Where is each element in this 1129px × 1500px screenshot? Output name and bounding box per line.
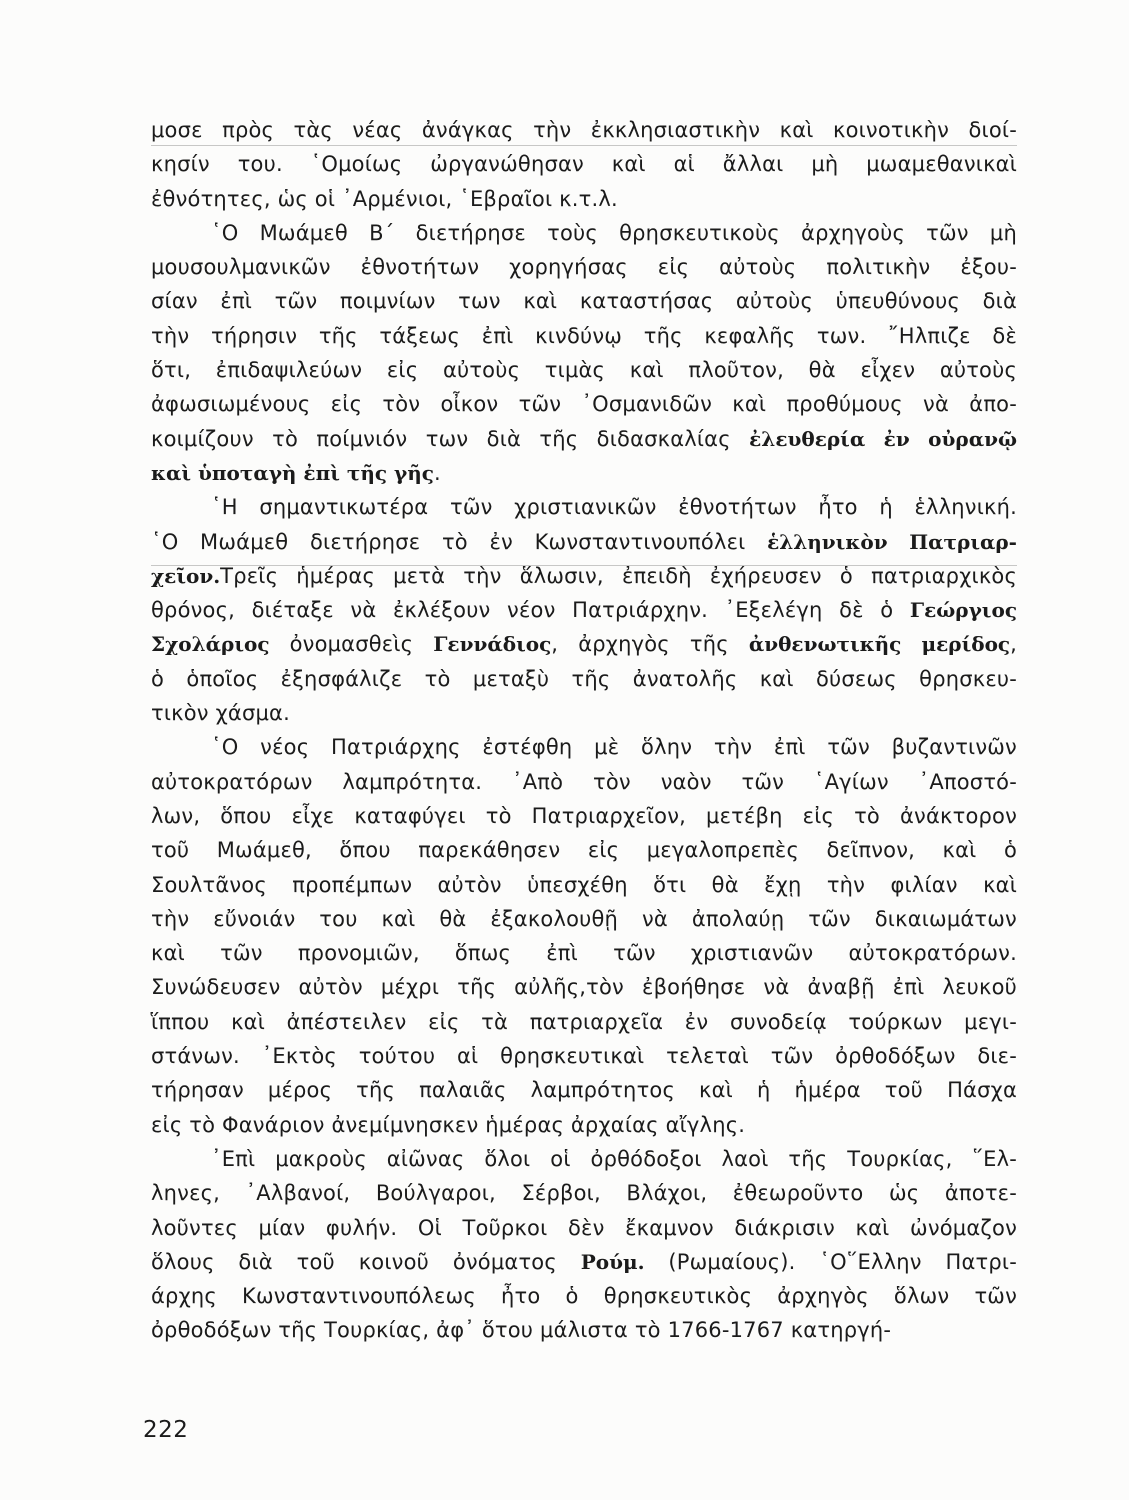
- text-run: τήρησαν μέρος τῆς παλαιᾶς λαμπρότητος καὶ ἡ ἡμέρα τοῦ Πάσχα: [151, 1078, 1017, 1103]
- text-run: καὶ τῶν προνομιῶν, ὅπως ἐπὶ τῶν χριστιανῶν αὐτοκρατόρων.: [151, 941, 1017, 966]
- text-line: [151, 593, 1017, 627]
- text-line: [151, 902, 1017, 936]
- text-run: αὐτοκρατόρων λαμπρότητα. ᾿Απὸ τὸν ναὸν τῶν ῾Αγίων ᾿Αποστό-: [151, 769, 1017, 794]
- text-line: [151, 216, 1017, 250]
- text-run: ὁ ὁποῖος ἐξησφάλιζε τὸ μεταξὺ τῆς ἀνατολῆς καὶ δύσεως θρησκευ-: [151, 666, 1017, 691]
- text-line: [151, 936, 1017, 970]
- bold-term: ἀνθενωτικῆς μερίδος: [748, 632, 1011, 657]
- text-line: [151, 970, 1017, 1004]
- text-line: [151, 525, 1017, 559]
- text-run: , ἀρχηγὸς τῆς: [551, 632, 749, 657]
- text-line: [151, 696, 1017, 730]
- text-line: [151, 765, 1017, 799]
- text-line: [151, 1279, 1017, 1313]
- text-run: μοσε πρὸς τὰς νέας ἀνάγκας τὴν ἐκκλησιαστικὴν καὶ κοινοτικὴν διοί-: [151, 118, 1017, 142]
- text-line: [151, 1313, 1017, 1347]
- text-line: [151, 730, 1017, 764]
- text-run: .: [433, 460, 441, 485]
- text-line: [151, 456, 1017, 490]
- text-line: [151, 490, 1017, 524]
- text-run: κοιμίζουν τὸ ποίμνιόν των διὰ τῆς διδασκαλίας: [151, 426, 750, 451]
- text-run: τὴν εὔνοιάν του καὶ θὰ ἐξακολουθῇ νὰ ἀπολαύῃ τῶν δικαιωμάτων: [151, 906, 1017, 931]
- text-line: [151, 387, 1017, 421]
- text-line: [151, 1142, 1017, 1176]
- text-run: Σουλτᾶνος προπέμπων αὐτὸν ὑπεσχέθη ὅτι θὰ ἔχῃ τὴν φιλίαν καὶ: [151, 872, 1017, 897]
- text-run: ἀφωσιωμένους εἰς τὸν οἶκον τῶν ᾿Οσμανιδῶν καὶ προθύμους νὰ ἀπο-: [151, 392, 1017, 417]
- body-text: [151, 113, 1017, 1348]
- text-run: ὀρθοδόξων τῆς Τουρκίας, ἀφ᾿ ὅτου μάλιστα τὸ 1766-1767 κατηργή-: [151, 1318, 892, 1343]
- text-line: [151, 559, 1017, 593]
- text-run: ἵππου καὶ ἀπέστειλεν εἰς τὰ πατριαρχεῖα ἐν συνοδείᾳ τούρκων μεγι-: [151, 1009, 1017, 1034]
- text-run: ᾿Επὶ μακροὺς αἰῶνας ὅλοι οἱ ὀρθόδοξοι λαοὶ τῆς Τουρκίας, ῞Ελ-: [211, 1146, 1017, 1171]
- bold-term: Γεννάδιος: [433, 632, 552, 657]
- text-run: άρχης Κωνσταντινουπόλεως ἦτο ὁ θρησκευτικὸς ἀρχηγὸς ὅλων τῶν: [151, 1284, 1017, 1309]
- text-run: στάνων. ᾿Εκτὸς τούτου αἱ θρησκευτικαὶ τελεταὶ τῶν ὀρθοδόξων διε-: [151, 1044, 1017, 1069]
- text-run: ληνες, ᾿Αλβανοί, Βούλγαροι, Σέρβοι, Βλάχοι, ἐθεωροῦντο ὡς ἀποτε-: [151, 1181, 1017, 1206]
- text-line: [151, 868, 1017, 902]
- text-line: [151, 1039, 1017, 1073]
- text-line: [151, 182, 1017, 216]
- bold-term: Ρούμ.: [580, 1249, 645, 1274]
- text-line: [151, 1176, 1017, 1210]
- text-line: [151, 353, 1017, 387]
- text-line: [151, 250, 1017, 284]
- text-run: ,: [1010, 632, 1018, 657]
- text-run: ἐθνότητες, ὡς οἱ ᾿Αρμένιοι, ῾Εβραῖοι κ.τ.λ.: [151, 186, 618, 211]
- text-line: [151, 627, 1017, 661]
- text-line: [151, 422, 1017, 456]
- text-run: θρόνος, διέταξε νὰ ἐκλέξουν νέον Πατριάρχην. ᾿Εξελέγη δὲ ὁ: [151, 598, 910, 623]
- text-run: ῾Η σημαντικωτέρα τῶν χριστιανικῶν ἐθνοτήτων ἦτο ἡ ἑλληνική.: [211, 495, 1017, 520]
- text-run: Συνώδευσεν αὐτὸν μέχρι τῆς αὐλῆς,τὸν ἐβοήθησε νὰ ἀναβῇ ἐπὶ λευκοῦ: [151, 975, 1017, 1000]
- text-line: [151, 833, 1017, 867]
- text-line: [151, 147, 1017, 181]
- text-run: τοῦ Μωάμεθ, ὅπου παρεκάθησεν εἰς μεγαλοπρεπὲς δεῖπνον, καὶ ὁ: [151, 838, 1017, 863]
- text-run: ῾Ο νέος Πατριάρχης ἐστέφθη μὲ ὅλην τὴν ἐπὶ τῶν βυζαντινῶν: [211, 735, 1017, 760]
- text-line: [151, 1005, 1017, 1039]
- text-run: σίαν ἐπὶ τῶν ποιμνίων των καὶ καταστήσας αὐτοὺς ὑπευθύνους διὰ: [151, 289, 1017, 314]
- text-run: ὀνομασθεὶς: [269, 632, 434, 657]
- bold-term: χεῖον.: [151, 563, 221, 588]
- text-line: [151, 1211, 1017, 1245]
- bold-term: Σχολάριος: [151, 632, 270, 657]
- bold-term: ἐλευθερία ἐν οὐρανῷ: [749, 426, 1018, 451]
- bold-term: καὶ ὑποταγὴ ἐπὶ τῆς γῆς: [151, 460, 434, 485]
- text-run: μουσουλμανικῶν ἐθνοτήτων χορηγήσας εἰς αὐτοὺς πολιτικὴν ἐξου-: [151, 255, 1017, 280]
- text-run: κησίν του. ῾Ομοίως ὠργανώθησαν καὶ αἱ ἄλλαι μὴ μωαμεθανικαὶ: [151, 152, 1017, 177]
- text-run: ὅτι, ἐπιδαψιλεύων εἰς αὐτοὺς τιμὰς καὶ πλοῦτον, θὰ εἶχεν αὐτοὺς: [151, 358, 1017, 383]
- bold-term: ἑλληνικὸν Πατριαρ-: [767, 529, 1017, 554]
- text-run: εἰς τὸ Φανάριον ἀνεμίμνησκεν ἡμέρας ἀρχαίας αἴγλης.: [151, 1112, 746, 1137]
- text-run: ὅλους διὰ τοῦ κοινοῦ ὀνόματος: [151, 1249, 581, 1274]
- text-line: [151, 1108, 1017, 1142]
- text-line: [151, 1245, 1017, 1279]
- text-run: λοῦντες μίαν φυλήν. Οἱ Τοῦρκοι δὲν ἔκαμνον διάκρισιν καὶ ὠνόμαζον: [151, 1215, 1017, 1240]
- text-run: Τρεῖς ἡμέρας μετὰ τὴν ἅλωσιν, ἐπειδὴ ἐχήρευσεν ὁ πατριαρχικὸς: [220, 563, 1017, 588]
- text-run: τικὸν χάσμα.: [151, 701, 290, 726]
- page-number: 222: [143, 1417, 189, 1443]
- text-line: [151, 1073, 1017, 1107]
- text-line: [151, 319, 1017, 353]
- text-line: [151, 113, 1017, 147]
- text-run: ῾Ο Μωάμεθ διετήρησε τὸ ἐν Κωνσταντινουπόλει: [151, 529, 768, 554]
- text-line: [151, 799, 1017, 833]
- text-run: (Ρωμαίους). ῾Ο῞Ελλην Πατρι-: [644, 1249, 1017, 1274]
- text-run: τὴν τήρησιν τῆς τάξεως ἐπὶ κινδύνῳ τῆς κεφαλῆς των. ῎Ηλπιζε δὲ: [151, 323, 1017, 348]
- bold-term: Γεώργιος: [909, 598, 1017, 623]
- text-line: [151, 284, 1017, 318]
- text-line: [151, 662, 1017, 696]
- text-run: λων, ὅπου εἶχε καταφύγει τὸ Πατριαρχεῖον, μετέβη εἰς τὸ ἀνάκτορον: [151, 803, 1017, 828]
- text-run: ῾Ο Μωάμεθ Β΄ διετήρησε τοὺς θρησκευτικοὺς ἀρχηγοὺς τῶν μὴ: [211, 220, 1017, 245]
